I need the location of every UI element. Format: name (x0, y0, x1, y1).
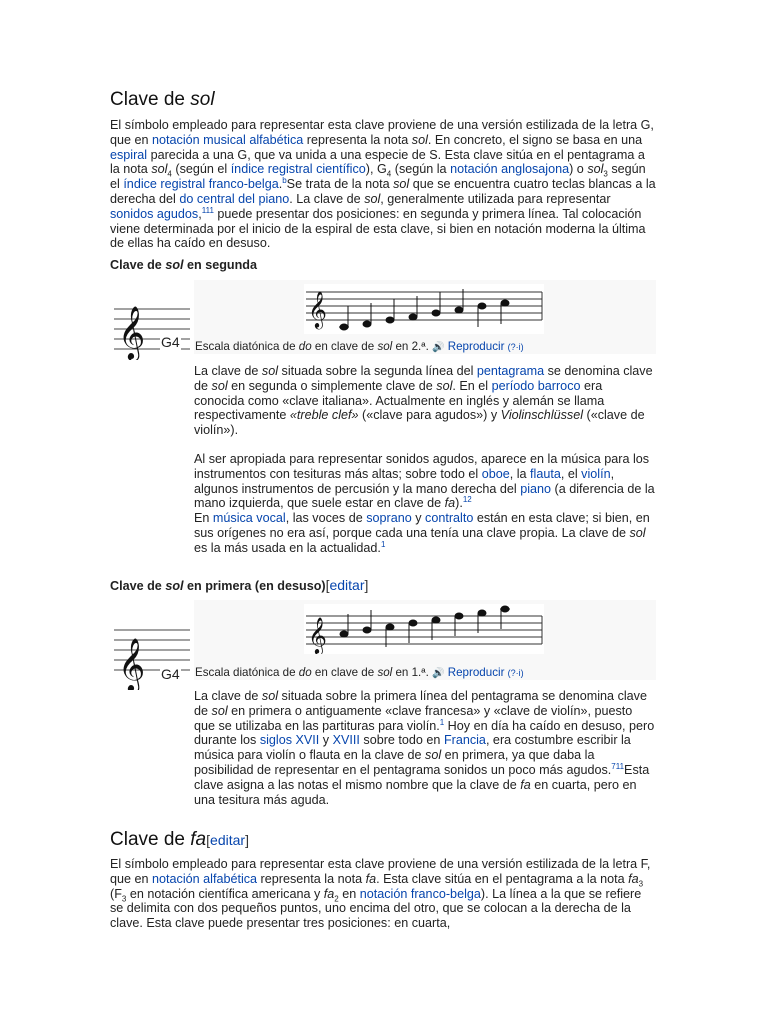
link-soprano[interactable]: soprano (366, 511, 412, 526)
link-espiral[interactable]: espiral (110, 147, 148, 162)
link-oboe[interactable]: oboe (481, 466, 510, 481)
intro-paragraph-sol: El símbolo empleado para representar esta clave proviene de una versión estilizada de la letra G, que en notación musical alfabética representa la nota sol. En concreto, el signo se basa en una espiral parecida a una G, que va unida a una especie de S. Esta clave sitúa en el pentagrama a la nota sol$_4$ (según el índice registral científico), $G_4$ (según la notación anglosajona) o sol$_3$ según el índice registral franco-belga.$^b$Se trata de la nota sol que se encuentra cuatro teclas blancas a la derecha del do central del piano. La clave de sol, generalmente utilizada para representar sonidos agudos,$^{111}$ puede presentar dos posiciones: en segunda y primera línea. Tal colocación viene determinada por el inicio de la espiral de esta clave, si bien en notación moderna la última de ellas ha caído en desuso. (110, 118, 656, 251)
paragraph-sol-primera: La clave de sol situada sobre la primera línea del pentagrama se denomina clave de sol en primera o antiguamente «clave francesa» y «clave de violín», puesto que se utilizaba en las partituras para violín.$^1$ Hoy en día ha caído en desuso, pero durante los siglos XVII y XVIII sobre todo en Francia, era costumbre escribir la música para violín o flauta en la clave de sol en primera, ya que daba la posibilidad de representar en el pentagrama sonidos un poco más agudos.$^{711}$Esta clave asigna a las notas el mismo nombre que la clave de fa en cuarta, pero en una tesitura más aguda. (194, 689, 655, 807)
link-do-central-del-piano[interactable]: do central del piano (179, 191, 290, 206)
footnote-111[interactable]: 111 (201, 205, 214, 215)
clef-image-sol-primera (110, 620, 192, 690)
svg-text:𝄞: 𝄞 (118, 637, 146, 690)
footnote-1[interactable]: 1 (439, 717, 445, 727)
link-pentagrama[interactable]: pentagrama (476, 364, 545, 378)
info-link-segunda[interactable]: (?·i) (507, 342, 524, 352)
caption-primera: Escala diatónica de do en clave de sol en 1.ª. 🔊 Reproducir (?·i) (195, 666, 524, 679)
speaker-icon[interactable]: 🔊 (432, 342, 445, 353)
link-siglos-xvii[interactable]: siglos XVII (259, 733, 320, 748)
link-notacion-alfabetica[interactable]: notación alfabética (152, 871, 258, 886)
svg-text:𝄞: 𝄞 (308, 290, 327, 328)
clef-label-g4: G4 (161, 334, 180, 350)
intro-paragraph-fa: El símbolo empleado para representar esta clave proviene de una versión estilizada de la letra F, que en notación alfabética representa la nota fa. Esta clave sitúa en el pentagrama a la nota $fa_3$ ($F_3$ en notación científica americana y $fa_2$ en notación franco-belga). La línea a la que se refiere se delimita con dos pequeños puntos, uno encima del otro, que se colocan a la derecha de la clave. Esta clave puede presentar tres posiciones: en cuarta, (110, 857, 651, 931)
link-notacion-franco-belga[interactable]: notación franco-belga (359, 886, 481, 901)
clef-label-g4: G4 (161, 666, 180, 682)
scale-score-segunda-icon (304, 284, 544, 334)
link-flauta[interactable]: flauta (530, 466, 561, 481)
info-link-primera[interactable]: (?·i) (507, 668, 524, 678)
link-notacion-musical-alfabetica[interactable]: notación musical alfabética (152, 132, 304, 147)
footnote-12[interactable]: 12 (462, 495, 472, 505)
play-link-primera[interactable]: Reproducir (447, 666, 505, 679)
link-periodo-barroco[interactable]: período barroco (491, 378, 581, 393)
edit-link-sol-primera[interactable]: editar (329, 577, 365, 593)
footnote-b[interactable]: b (282, 176, 287, 185)
subheading-sol-en-segunda: Clave de sol en segunda (110, 258, 257, 272)
link-contralto[interactable]: contralto (425, 511, 474, 526)
svg-text:𝄞: 𝄞 (308, 616, 327, 654)
edit-link-fa[interactable]: editar (210, 832, 246, 848)
section-title-clave-de-fa: Clave de fa[editar] (110, 829, 249, 850)
section-title-clave-de-sol: Clave de sol (110, 89, 215, 110)
clef-image-sol-segunda (110, 290, 192, 360)
link-notacion-anglosajona[interactable]: notación anglosajona (450, 162, 570, 177)
paragraph-sol-segunda-2: Al ser apropiada para representar sonidos agudos, aparece en la música para los instrumentos con tesituras más altas; sobre todo el oboe, la flauta, el violín, algunos instrumentos de percusión y la mano derecha del piano (a diferencia de la mano izquierda, que suele estar en clave de fa).$^{12}$ En música vocal, las voces de soprano y contralto están en esta clave; si bien, en sus orígenes no era así, porque cada una tenía una clave propia. La clave de sol es la más usada en la actualidad.$^1$ (194, 452, 655, 555)
subheading-sol-en-primera: Clave de sol en primera (en desuso)[editar] (110, 577, 369, 593)
caption-segunda: Escala diatónica de do en clave de sol en 2.ª. 🔊 Reproducir (?·i) (195, 340, 524, 353)
scale-score-primera-icon (304, 604, 544, 654)
paragraph-sol-segunda-1: La clave de sol situada sobre la segunda línea del pentagrama se denomina clave de sol en segunda o simplemente clave de sol. En el período barroco era conocida como «clave italiana». Actualmente en inglés y alemán se llama respectivamente «treble clef» («clave para agudos») y Violinschlüssel («clave de violín»). (194, 364, 653, 438)
link-piano[interactable]: piano (520, 481, 552, 496)
link-francia[interactable]: Francia (443, 733, 486, 748)
svg-text:𝄞: 𝄞 (118, 305, 146, 359)
link-indice-registral-cientifico[interactable]: índice registral científico (230, 162, 366, 177)
link-sonidos-agudos[interactable]: sonidos agudos (110, 206, 199, 221)
footnote-711[interactable]: 711 (611, 761, 625, 771)
link-xviii[interactable]: XVIII (332, 733, 360, 748)
link-indice-registral-franco-belga[interactable]: índice registral franco-belga (123, 177, 279, 192)
speaker-icon[interactable]: 🔊 (432, 668, 445, 679)
link-violin[interactable]: violín (581, 466, 611, 481)
play-link-segunda[interactable]: Reproducir (447, 340, 505, 353)
footnote-1[interactable]: 1 (380, 539, 386, 549)
link-musica-vocal[interactable]: música vocal (212, 511, 286, 526)
